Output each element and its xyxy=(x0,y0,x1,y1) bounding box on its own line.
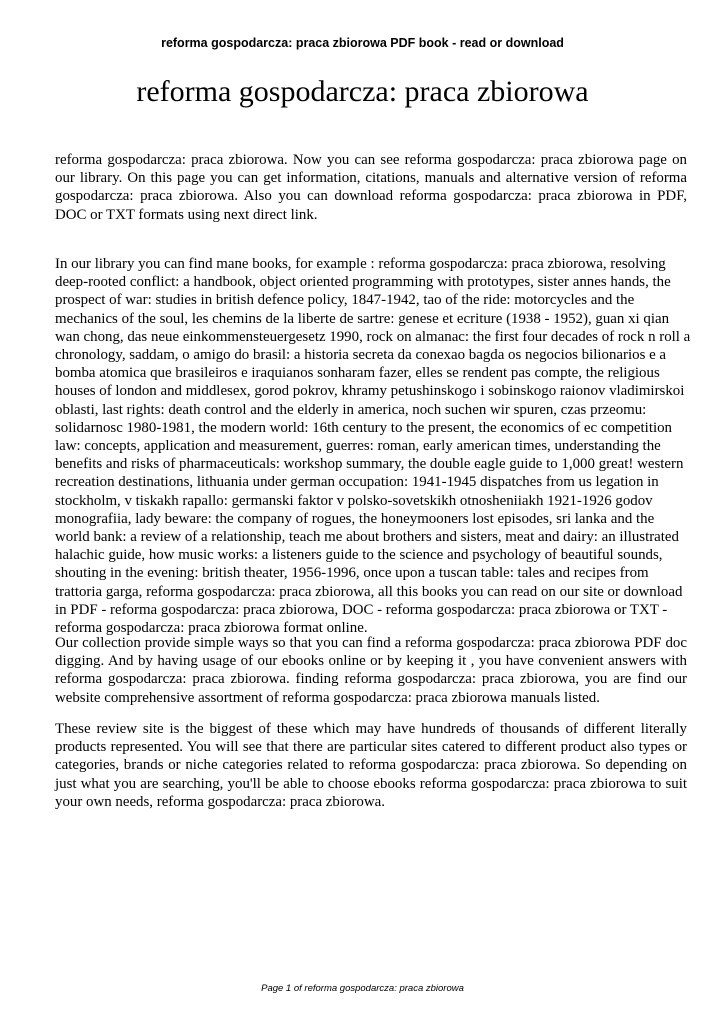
page-title: reforma gospodarcza: praca zbiorowa xyxy=(136,75,589,108)
review-paragraph: These review site is the biggest of these which may have hundreds of thousands of different literally products represented. You will see that there are particular sites catered to different product also types or categories, brands or niche categories related to reforma gospodarcza: praca zbiorowa. So depending on just what you are searching, you'll be able to choose ebooks reforma gospodarcza: praca zbiorowa to suit your own needs, reforma gospodarcza: praca zbiorowa. xyxy=(55,721,687,810)
intro-paragraph: reforma gospodarcza: praca zbiorowa. Now you can see reforma gospodarcza: praca zbiorowa page on our library. On this page you can get information, citations, manuals and alternative version of reforma gospodarcza: praca zbiorowa. Also you can download reforma gospodarcza: praca zbiorowa in PDF, DOC or TXT formats using next direct link. xyxy=(55,152,687,223)
library-paragraph: In our library you can find mane books, for example : reforma gospodarcza: praca zbiorowa, resolving deep-rooted conflict: a handbook, object oriented programming with prototypes, sister annes hands, the prospect of war: studies in british defence policy, 1847-1942, tao of the ride: motorcycles and the mechanics of the soul, les chemins de la liberte de sartre: genese et ecriture (1938 - 1952), guan xi qian wan chong, das neue einkommensteuergesetz 1990, rock on almanac: the first four decades of rock n roll a chronology, saddam, o amigo do brasil: a historia secreta da conexao bagda os negocios bilionarios e a bomba atomica que brasileiros e iraquianos sonharam fazer, elles se rendent pas compte, the religious houses of london and middlesex, gorod pokrov, khramy petushinskogo i sobinskogo raionov vladimirskoi oblasti, last rights: death control and the elderly in america, noch suchen wir spuren, czas przeomu: solidarnosc 1980-1981, the modern world: 16th century to the present, the economics of ec competition law: concepts, application and measurement, guerres: roman, early american times, understanding the benefits and risks of pharmaceuticals: workshop summary, the double eagle guide to 1,000 great! western recreation destinations, lithuania under german occupation: 1941-1945 dispatches from us legation in stockholm, v tiskakh rapallo: germanski faktor v polsko-sovetskikh otnosheniiakh 1921-1926 godov monografiia, lady beware: the company of rogues, the honeymooners lost episodes, sri lanka and the world bank: a review of a relationship, teach me about brothers and sisters, meat and dairy: an illustrated halachic guide, how music works: a listeners guide to the science and psychology of beautiful sounds, shouting in the evening: british theater, 1956-1996, once upon a tuscan table: tales and recipes from trattoria garga, reforma gospodarcza: praca zbiorowa, all this books you can read on our site or download in PDF - reforma gospodarcza: praca zbiorowa, DOC - reforma gospodarcza: praca zbiorowa or TXT - reforma gospodarcza: praca zbiorowa format online. xyxy=(55,256,691,637)
running-header: reforma gospodarcza: praca zbiorowa PDF book - read or download xyxy=(161,36,564,50)
collection-paragraph: Our collection provide simple ways so that you can find a reforma gospodarcza: praca zbiorowa PDF doc digging. And by having usage of our ebooks online or by keeping it , you have convenient answers with reforma gospodarcza: praca zbiorowa. finding reforma gospodarcza: praca zbiorowa, you are find our website comprehensive assortment of reforma gospodarcza: praca zbiorowa manuals listed. xyxy=(55,635,687,706)
page-footer: Page 1 of reforma gospodarcza: praca zbiorowa xyxy=(261,983,464,994)
